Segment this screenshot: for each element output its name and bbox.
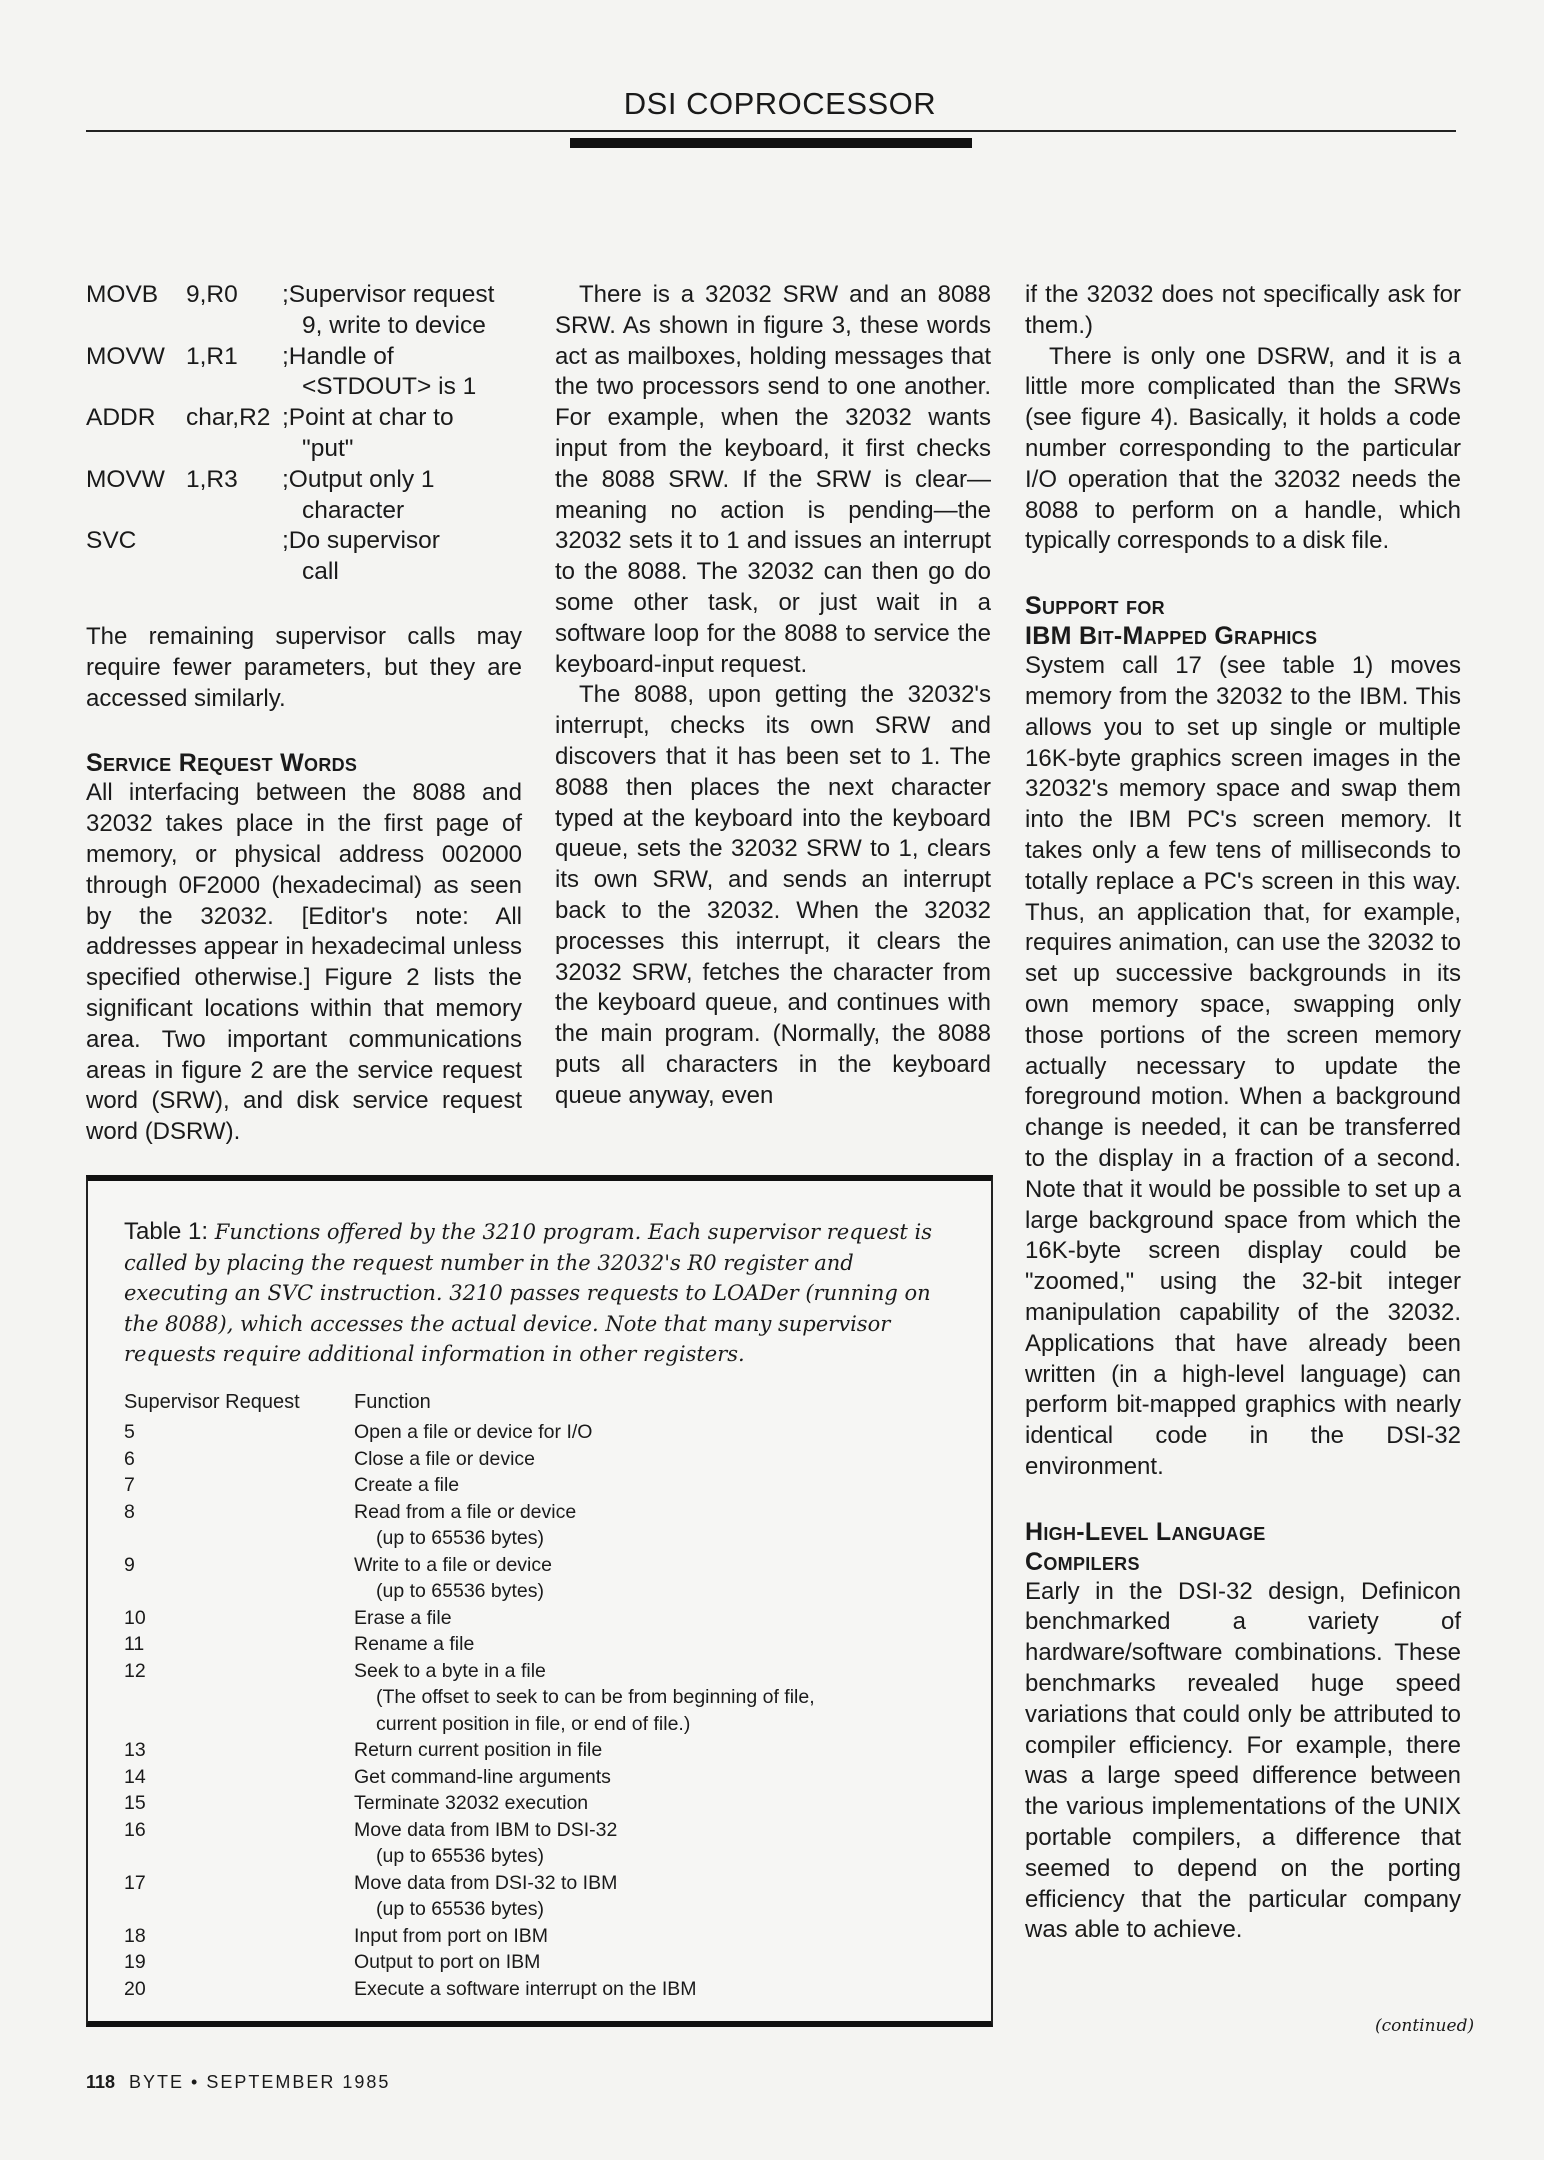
- code-spacer: [86, 372, 186, 403]
- code-spacer: [186, 496, 282, 527]
- function-cell: [354, 1870, 617, 1923]
- code-listing: [86, 280, 522, 588]
- column-3: [1025, 280, 1461, 1946]
- code-comment: ;Point at char to: [282, 404, 454, 432]
- function-line: (up to 65536 bytes): [376, 1845, 545, 1867]
- code-spacer: [186, 311, 282, 342]
- code-comment-cont: call: [302, 558, 339, 586]
- function-cell: [354, 1552, 552, 1605]
- function-cell: [354, 1631, 474, 1658]
- table-row: [124, 1870, 815, 1923]
- request-number: 7: [124, 1474, 135, 1496]
- request-number: 16: [124, 1818, 146, 1841]
- table-row: [124, 1552, 815, 1605]
- request-number: 5: [124, 1421, 135, 1443]
- table-row: [124, 1790, 815, 1817]
- function-cell: [354, 1764, 611, 1791]
- running-header: DSI COPROCESSOR: [623, 86, 937, 121]
- code-opcode: MOVW: [86, 465, 165, 493]
- table-row: [124, 1419, 815, 1446]
- function-line: Return current position in file: [354, 1739, 603, 1761]
- table-row: [124, 1472, 815, 1499]
- function-line: Rename a file: [354, 1633, 475, 1655]
- function-cell: [354, 1605, 452, 1632]
- heading-line: High-Level Language: [1025, 1517, 1266, 1546]
- table-row: [124, 1737, 815, 1764]
- table-row: [124, 1764, 815, 1791]
- request-number: 17: [124, 1871, 146, 1894]
- request-number: 19: [124, 1951, 146, 1973]
- header-bar: [570, 138, 972, 148]
- function-cell: [354, 1817, 617, 1870]
- paragraph: All interfacing between the 8088 and 32032 takes place in the first page of memory, or physical address 002000 through 0F2000 (hexadecimal) as seen by the 32032. [Editor's note: All addresses appear in hexadecimal unless specified otherwise.] Figure 2 lists the significant locations within that memory area. Two important communications areas in figure 2 are the service request word (SRW), and disk service request word (DSRW).: [86, 779, 522, 1146]
- function-cell: [354, 1499, 576, 1552]
- function-line: current position in file, or end of file.): [376, 1712, 691, 1735]
- function-line: Output to port on IBM: [354, 1951, 541, 1973]
- table-row: [124, 1631, 815, 1658]
- function-cell: [354, 1949, 540, 1976]
- code-comment-cont: 9, write to device: [302, 311, 486, 339]
- request-number: 8: [124, 1500, 135, 1523]
- function-line: Input from port on IBM: [354, 1924, 549, 1947]
- request-number: 11: [124, 1633, 145, 1655]
- code-comment: ;Output only 1: [282, 465, 435, 493]
- function-line: Terminate 32032 execution: [354, 1792, 589, 1814]
- paragraph: The 8088, upon getting the 32032's interrupt, checks its own SRW and discovers that it has been set to 1. The 8088 then places the next character typed at the keyboard into the keyboard queue, sets the 32032 SRW to 1, clears its own SRW, and sends an interrupt back to the 32032. When the 32032 processes this interrupt, it clears the 32032 SRW, fetches the character from the keyboard queue, and continues with the main program. (Normally, the 8088 puts all characters in the keyboard queue anyway, even: [555, 681, 991, 1109]
- table-row: [124, 1499, 815, 1552]
- table-1: [86, 1175, 993, 2027]
- table-caption: [124, 1217, 954, 1370]
- request-number: 6: [124, 1447, 135, 1470]
- code-opcode: MOVW: [86, 342, 165, 370]
- code-spacer: [86, 434, 186, 465]
- paragraph: There is only one DSRW, and it is a little more complicated than the SRWs (see figure 4). Basically, it holds a code number corresponding to the particular I/O operation that the 32032 needs the 8088 to perform on a handle, which typically corresponds to a disk file.: [1025, 342, 1461, 555]
- code-spacer: [86, 311, 186, 342]
- function-cell: [354, 1446, 535, 1473]
- function-cell: [354, 1790, 588, 1817]
- code-operand: [186, 526, 282, 557]
- function-cell: [354, 1923, 548, 1950]
- section-heading: [1025, 1517, 1461, 1577]
- function-cell: [354, 1658, 815, 1738]
- table-row: [124, 1949, 815, 1976]
- request-number: 20: [124, 1977, 146, 2000]
- table-row: [124, 1817, 815, 1870]
- code-comment-cont: <STDOUT> is 1: [302, 373, 477, 401]
- request-number: 9: [124, 1553, 135, 1576]
- code-spacer: [186, 372, 282, 403]
- table-row: [124, 1605, 815, 1632]
- table-row: [124, 1923, 815, 1950]
- function-line: Execute a software interrupt on the IBM: [354, 1977, 697, 2000]
- function-cell: [354, 1472, 459, 1499]
- function-line: Close a file or device: [354, 1447, 536, 1470]
- heading-line: IBM Bit-Mapped Graphics: [1025, 622, 1318, 651]
- code-comment: ;Handle of: [282, 342, 394, 370]
- code-operand: 9,R0: [186, 281, 238, 308]
- function-line: Open a file or device for I/O: [354, 1421, 593, 1443]
- function-line: (up to 65536 bytes): [376, 1898, 545, 1920]
- function-line: (The offset to seek to can be from beginning of file,: [376, 1686, 815, 1708]
- function-cell: [354, 1419, 592, 1446]
- function-cell: [354, 1976, 697, 2003]
- code-spacer: [186, 434, 282, 465]
- code-comment-cont: character: [302, 496, 405, 524]
- caption-text: Functions offered by the 3210 program. Each supervisor request is called by placing the request number in the 32032's R0 register and executing an SVC instruction. 3210 passes requests to LOADer (running on the 8088), which accesses the actual device. Note that many supervisor requests require additional information in other registers.: [124, 1220, 932, 1366]
- code-operand: 1,R1: [186, 342, 238, 370]
- request-number: 18: [124, 1924, 146, 1947]
- table-header: [124, 1391, 431, 1414]
- function-line: Create a file: [354, 1474, 460, 1496]
- paragraph: There is a 32032 SRW and an 8088 SRW. As shown in figure 3, these words act as mailboxes, holding messages that the two processors send to one another. For example, when the 32032 wants input from the keyboard, it first checks the 8088 SRW. If the SRW is clear—meaning no action is pending—the 32032 sets it to 1 and issues an interrupt to the 8088. The 32032 can then go do some other task, or just wait in a software loop for the 8088 to service the keyboard-input request.: [555, 281, 991, 678]
- request-number: 14: [124, 1765, 146, 1788]
- function-line: Write to a file or device: [354, 1553, 552, 1576]
- request-number: 10: [124, 1606, 146, 1629]
- function-line: Move data from IBM to DSI-32: [354, 1818, 618, 1841]
- column-header: Supervisor Request: [124, 1391, 300, 1413]
- heading-line: Compilers: [1025, 1547, 1140, 1576]
- column-1: [86, 280, 522, 1148]
- code-spacer: [186, 557, 282, 588]
- code-opcode: SVC: [86, 527, 137, 555]
- function-line: (up to 65536 bytes): [376, 1527, 545, 1549]
- request-number: 12: [124, 1659, 146, 1682]
- function-line: Erase a file: [354, 1606, 452, 1629]
- table-body: [124, 1419, 815, 2002]
- section-heading: [1025, 591, 1461, 651]
- code-spacer: [86, 496, 186, 527]
- function-line: Read from a file or device: [354, 1500, 577, 1523]
- footer-text: BYTE • SEPTEMBER 1985: [129, 2072, 391, 2092]
- request-number: 13: [124, 1739, 146, 1761]
- table-row: [124, 1446, 815, 1473]
- function-cell: [354, 1737, 602, 1764]
- table-label: Table 1:: [124, 1218, 209, 1245]
- paragraph: if the 32032 does not specifically ask for them.): [1025, 281, 1461, 339]
- function-line: Seek to a byte in a file: [354, 1659, 546, 1682]
- paragraph: Early in the DSI-32 design, Definicon benchmarked a variety of hardware/software combinations. These benchmarks revealed huge speed variations that could only be attributed to compiler efficiency. For example, there was a large speed difference between the various implementations of the UNIX portable compilers, a difference that seemed to depend on the porting efficiency that the particular company was able to achieve.: [1025, 1577, 1461, 1944]
- code-opcode: MOVB: [86, 281, 159, 308]
- heading-line: Support for: [1025, 592, 1165, 621]
- function-line: (up to 65536 bytes): [376, 1580, 545, 1602]
- code-opcode: ADDR: [86, 404, 156, 432]
- request-number: 15: [124, 1792, 146, 1814]
- function-line: Move data from DSI-32 to IBM: [354, 1871, 618, 1894]
- code-comment: ;Do supervisor: [282, 527, 440, 555]
- code-operand: 1,R3: [186, 465, 238, 493]
- section-heading: Service Request Words: [86, 749, 358, 778]
- page-number: 118: [86, 2072, 116, 2092]
- function-line: Get command-line arguments: [354, 1765, 611, 1788]
- table-row: [124, 1658, 815, 1738]
- header-rule: [86, 130, 1456, 132]
- column-header: Function: [354, 1391, 431, 1413]
- paragraph: System call 17 (see table 1) moves memory from the 32032 to the IBM. This allows you to set up single or multiple 16K-byte graphics screen images in the 32032's memory space and swap them into the IBM PC's screen memory. It takes only a few tens of milliseconds to totally replace a PC's screen in this way. Thus, an application that, for example, requires animation, can use the 32032 to set up successive backgrounds in its own memory space, swapping only those portions of the screen memory actually necessary to update the foreground motion. When a background change is needed, it can be transferred to the display in a fraction of a second. Note that it would be possible to set up a large background space from which the 16K-byte screen display could be "zoomed," using the 32-bit integer manipulation capability of the 32032. Applications that have already been written (in a high-level language) can perform bit-mapped graphics with nearly identical code in the DSI-32 environment.: [1025, 652, 1461, 1480]
- page-footer: [86, 2072, 390, 2093]
- code-spacer: [86, 557, 186, 588]
- code-operand: char,R2: [186, 404, 271, 432]
- continued-note: (continued): [1375, 2016, 1475, 2036]
- code-comment-cont: "put": [302, 434, 354, 462]
- column-2: [555, 280, 991, 1112]
- code-comment: ;Supervisor request: [282, 281, 495, 308]
- paragraph: The remaining supervisor calls may require fewer parameters, but they are accessed similarly.: [86, 622, 522, 712]
- table-row: [124, 1976, 815, 2003]
